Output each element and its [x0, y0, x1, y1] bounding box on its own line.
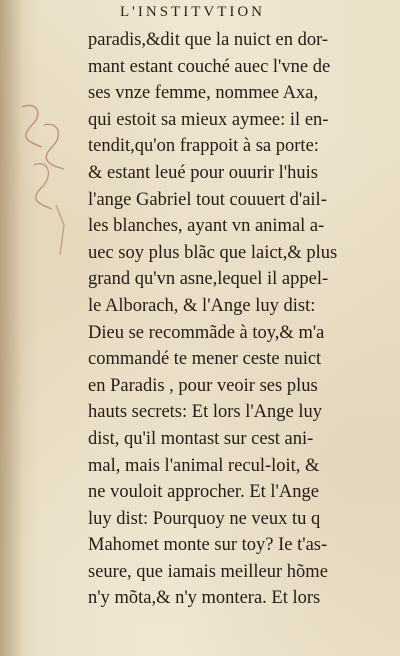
text-line: l'ange Gabriel tout couuert d'ail- — [88, 189, 327, 210]
text-line: en Paradis , pour veoir ses plus — [88, 375, 318, 396]
running-head: L'INSTITVTION — [120, 4, 266, 20]
body-text — [88, 27, 390, 612]
text-line: dist, qu'il montast sur cest ani- — [88, 428, 314, 449]
text-line: mant estant couché auec l'vne de — [88, 56, 331, 77]
text-line: uec soy plus blãc que laict,& plus — [88, 242, 338, 263]
text-line: ses vnze femme, nommee Axa, — [88, 83, 319, 104]
text-line: grand qu'vn asne,lequel il appel- — [88, 269, 329, 290]
handwritten-margin-marks — [14, 95, 84, 295]
text-line: paradis,&dit que la nuict en dor- — [88, 30, 329, 50]
text-line: seure, que iamais meilleur hõme — [88, 561, 328, 582]
text-line: qui estoit sa mieux aymee: il en- — [88, 109, 329, 130]
text-line: mal, mais l'animal recul-loit, & — [88, 455, 320, 476]
text-line: tendit,qu'on frappoit à sa porte: — [88, 136, 319, 157]
text-line: Dieu se recommãde à toy,& m'a — [88, 322, 325, 343]
text-line: ne vouloit approcher. Et l'Ange — [88, 482, 319, 503]
text-line: le Alborach, & l'Ange luy dist: — [88, 295, 316, 316]
text-line: luy dist: Pourquoy ne veux tu q — [88, 508, 321, 529]
text-line: Mahomet monte sur toy? Ie t'as- — [88, 535, 328, 556]
text-line: hauts secrets: Et lors l'Ange luy — [88, 402, 323, 423]
text-line: n'y mõta,& n'y montera. Et lors — [88, 588, 321, 609]
text-line: & estant leué pour ouurir l'huis — [88, 162, 318, 183]
text-line: les blanches, ayant vn animal a- — [88, 216, 325, 237]
text-line: commandé te mener ceste nuict — [88, 349, 322, 370]
